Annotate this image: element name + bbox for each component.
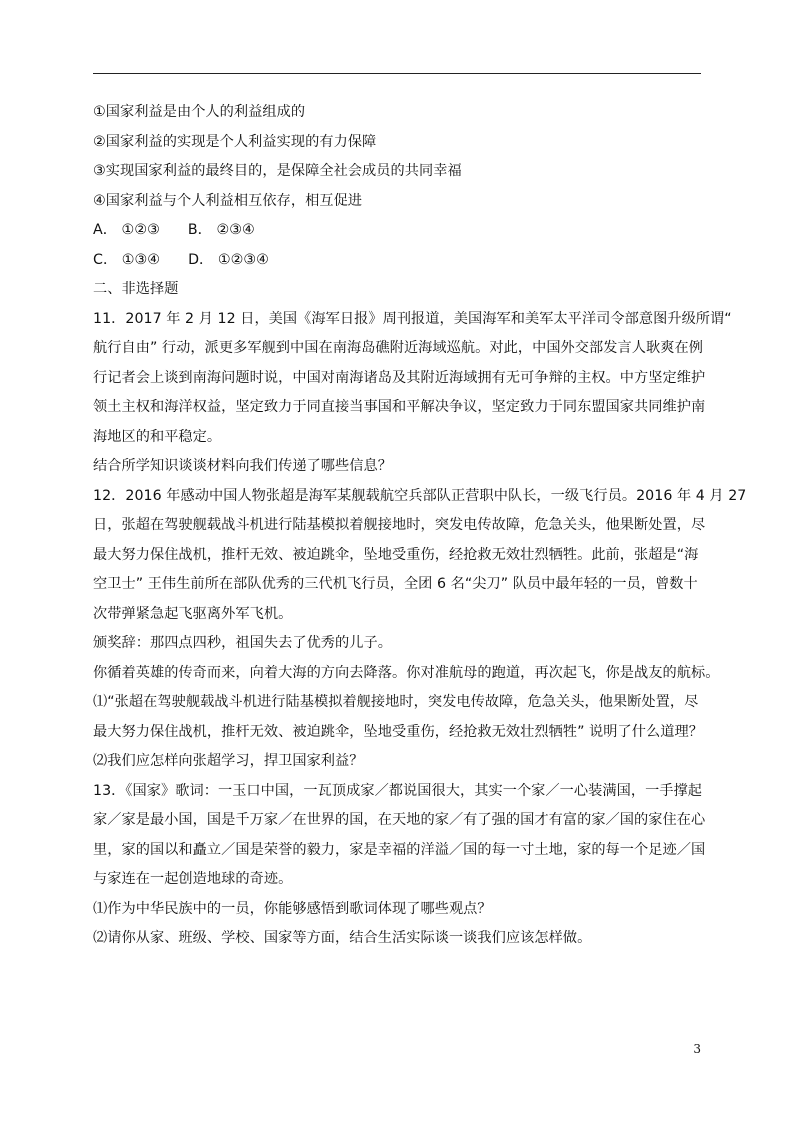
option-statement-3: ③实现国家利益的最终目的，是保障全社会成员的共同幸福 <box>93 163 462 179</box>
question-13-line-4: 与家连在一起创造地球的奇迹。 <box>93 871 293 887</box>
answer-choices-row-1 <box>93 216 701 246</box>
question-12-line-5: 次带弹紧急起飞驱离外军飞机。 <box>93 605 293 622</box>
question-11-line-2: 航行自由” 行动，派更多军舰到中国在南海岛礁附近海域巡航。对此，中国外交部发言人耿爽在例 <box>93 340 703 356</box>
question-11-prompt: 结合所学知识谈谈材料向我们传递了哪些信息？ <box>93 458 392 474</box>
question-13-line-2: 家／家是最小国，国是千万家／在世界的国，在天地的家／有了强的国才有富的家／国的家住在心 <box>93 812 706 828</box>
question-11-line-4: 领土主权和海洋权益，坚定致力于同直接当事国和平解决争议，坚定致力于同东盟国家共同维护南 <box>93 399 706 415</box>
option-statement-2: ②国家利益的实现是个人利益实现的有力保障 <box>93 133 377 150</box>
section-heading: 二、非选择题 <box>93 281 179 297</box>
award-citation-line-1: 颁奖辞：那四点四秒，祖国失去了优秀的儿子。 <box>93 635 392 651</box>
header-rule <box>93 73 701 74</box>
question-13-line-3: 里，家的国以和矗立／国是荣誉的毅力，家是幸福的洋溢／国的每一寸土地，家的每一个足迹／国 <box>93 841 706 858</box>
question-13-sub-1: ⑴作为中华民族中的一员，你能够感悟到歌词体现了哪些观点？ <box>93 900 492 917</box>
question-11-line-5: 海地区的和平稳定。 <box>93 428 222 445</box>
option-statement-1: ①国家利益是由个人的利益组成的 <box>93 104 306 120</box>
question-11-line-1: 11．2017 年 2 月 12 日，美国《海军日报》周刊报道，美国海军和美军太平洋司令部意图升级所谓“ <box>93 310 732 327</box>
question-13-sub-2: ⑵请你从家、班级、学校、国家等方面，结合生活实际谈一谈我们应该怎样做。 <box>93 930 592 946</box>
choice-a: A． ①②③ <box>93 222 160 238</box>
question-12-sub-1-line-2: 最大努力保住战机，推杆无效、被迫跳伞，坠地受重伤，经抢救无效壮烈牺牲” 说明了什么道理？ <box>93 723 703 740</box>
award-citation-line-2: 你循着英雄的传奇而来，向着大海的方向去降落。你对准航母的跑道，再次起飞，你是战友的航标。 <box>93 664 720 681</box>
question-12-line-1: 12．2016 年感动中国人物张超是海军某舰载航空兵部队正营职中队长，一级飞行员。2016 年 4 月 27 <box>93 487 747 504</box>
page-number: 3 <box>693 1042 701 1056</box>
question-12-line-2: 日，张超在驾驶舰载战斗机进行陆基模拟着舰接地时，突发电传故障，危急关头，他果断处置，尽 <box>93 517 706 533</box>
question-11-line-3: 行记者会上谈到南海问题时说，中国对南海诸岛及其附近海域拥有无可争辩的主权。中方坚定维护 <box>93 369 706 386</box>
question-13-line-1: 13．《国家》歌词：一玉口中国，一瓦顶成家／都说国很大，其实一个家／一心装满国，一手撑起 <box>93 782 703 799</box>
answer-choices-row-2 <box>93 246 701 276</box>
option-statement-4: ④国家利益与个人利益相互依存，相互促进 <box>93 192 363 209</box>
question-12-line-3: 最大努力保住战机，推杆无效、被迫跳伞，坠地受重伤，经抢救无效壮烈牺牲。此前，张超是“海 <box>93 546 699 563</box>
question-12-line-4: 空卫士” 王伟生前所在部队优秀的三代机飞行员，全团 6 名“尖刀” 队员中最年轻的一员，曾数十 <box>93 576 698 592</box>
choice-b: B． ②③④ <box>187 222 255 238</box>
choice-c: C． ①③④ <box>93 251 161 268</box>
question-12-sub-2: ⑵我们应怎样向张超学习，捍卫国家利益？ <box>93 753 364 769</box>
document-body <box>93 98 747 954</box>
question-12-sub-1-line-1: ⑴“张超在驾驶舰载战斗机进行陆基模拟着舰接地时，突发电传故障，危急关头，他果断处置，尽 <box>93 694 699 710</box>
choice-d: D． ①②③④ <box>188 251 269 268</box>
